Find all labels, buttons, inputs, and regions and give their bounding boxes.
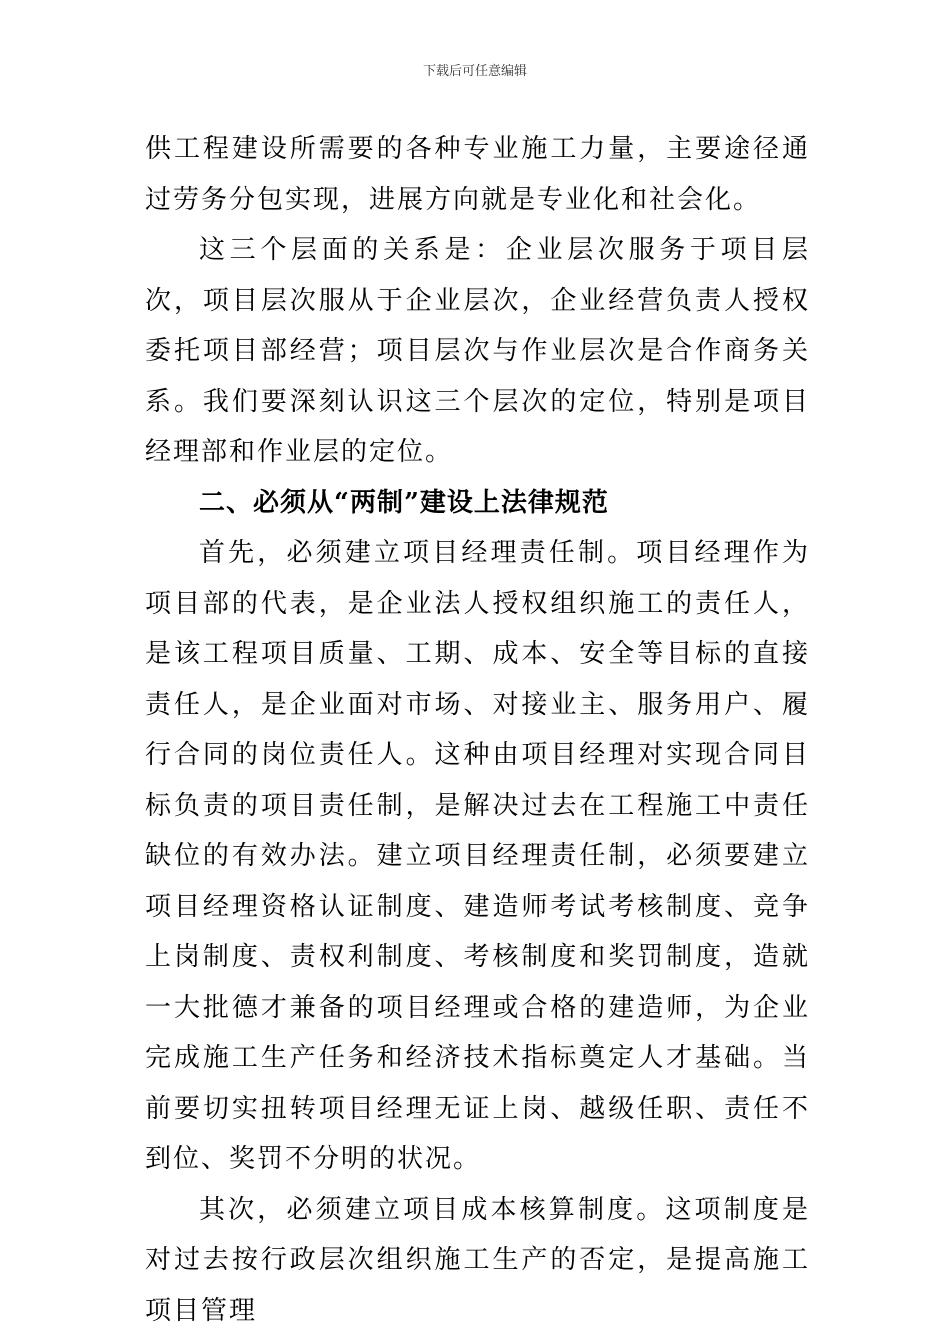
paragraph-cost-accounting: 其次，必须建立项目成本核算制度。这项制度是对过去按行政层次组织施工生产的否定，是提高施工项目管理 <box>145 1194 810 1326</box>
page-header: 下载后可任意编辑 <box>422 64 527 79</box>
paragraph-project-manager-responsibility: 首先，必须建立项目经理责任制。项目经理作为项目部的代表，是企业法人授权组织施工的责任人，是该工程项目质量、工期、成本、安全等目标的直接责任人，是企业面对市场、对接业主、服务用户、履行合同的岗位责任人。这种由项目经理对实现合同目标负责的项目责任制，是解决过去在工程施工中责任缺位的有效办法。建立项目经理责任制，必须要建立项目经理资格认证制度、建造师考试考核制度、竞争上岗制度、责权利制度、考核制度和奖罚制度，造就一大批德才兼备的项目经理或合格的建造师，为企业完成施工生产任务和经济技术指标奠定人才基础。当前要切实扭转项目经理无证上岗、越级任职、责任不到位、奖罚不分明的状况。 <box>145 538 810 1174</box>
paragraph-three-levels: 这三个层面的关系是：企业层次服务于项目层次，项目层次服从于企业层次，企业经营负责人授权委托项目部经营；项目层次与作业层次是合作商务关系。我们要深刻认识这三个层次的定位，特别是项目经理部和作业层的定位。 <box>145 235 810 467</box>
paragraph-continuation: 供工程建设所需要的各种专业施工力量，主要途径通过劳务分包实现，进展方向就是专业化和社会化。 <box>145 134 810 215</box>
section-heading: 二、必须从“两制”建设上法律规范 <box>199 487 609 518</box>
document-body <box>145 124 810 1336</box>
